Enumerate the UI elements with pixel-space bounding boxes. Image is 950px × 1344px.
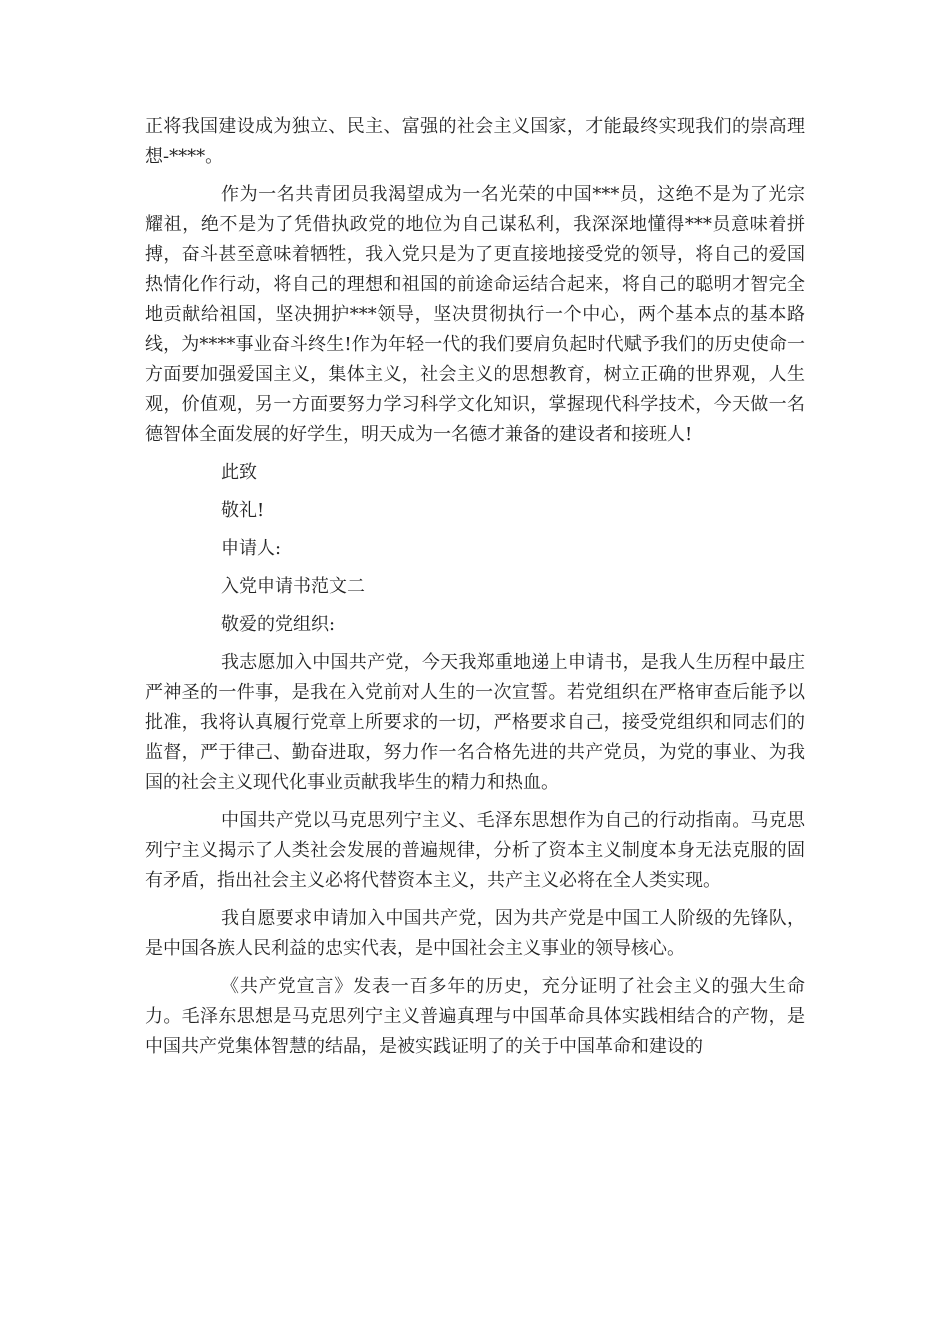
letter-greeting: 敬爱的党组织: (221, 614, 336, 635)
paragraph-reason: 我自愿要求申请加入中国共产党，因为共产党是中国工人阶级的先锋队，是中国各族人民利益的忠实代表，是中国社会主义事业的领导核心。 (145, 908, 805, 959)
paragraph-ideology: 中国共产党以马克思列宁主义、毛泽东思想作为自己的行动指南。马克思列宁主义揭示了人类社会发展的普遍规律，分析了资本主义制度本身无法克服的固有矛盾，指出社会主义必将代替资本主义，共产主义必将在全人类实现。 (145, 810, 805, 891)
applicant-label: 申请人: (221, 538, 282, 559)
closing-salutation: 此致 (221, 462, 257, 483)
closing-respect: 敬礼! (221, 500, 265, 521)
paragraph-continuation: 正将我国建设成为独立、民主、富强的社会主义国家，才能最终实现我们的崇高理想-****。 (145, 116, 805, 167)
paragraph-aspiration: 作为一名共青团员我渴望成为一名光荣的中国***员，这绝不是为了光宗耀祖，绝不是为了凭借执政党的地位为自己谋私利，我深深地懂得***员意味着拼搏，奋斗甚至意味着牺牲，我入党只是为了更直接地接受党的领导，将自己的爱国热情化作行动，将自己的理想和祖国的前途命运结合起来，将自己的聪明才智完全地贡献给祖国，坚决拥护***领导，坚决贯彻执行一个中心，两个基本点的基本路线，为****事业奋斗终生!作为年轻一代的我们要肩负起时代赋予我们的历史使命一方面要加强爱国主义，集体主义，社会主义的思想教育，树立正确的世界观，人生观，价值观，另一方面要努力学习科学文化知识，掌握现代科学技术，今天做一名德智体全面发展的好学生，明天成为一名德才兼备的建设者和接班人! (145, 184, 805, 445)
paragraph-pledge: 我志愿加入中国共产党，今天我郑重地递上申请书，是我人生历程中最庄严神圣的一件事，是我在入党前对人生的一次宣誓。若党组织在严格审查后能予以批准，我将认真履行党章上所要求的一切，严格要求自己，接受党组织和同志们的监督，严于律己、勤奋进取，努力作一名合格先进的共产党员，为党的事业、为我国的社会主义现代化事业贡献我毕生的精力和热血。 (145, 652, 805, 793)
paragraph-manifesto: 《共产党宣言》发表一百多年的历史，充分证明了社会主义的强大生命力。毛泽东思想是马克思列宁主义普遍真理与中国革命具体实践相结合的产物，是中国共产党集体智慧的结晶，是被实践证明了的关于中国革命和建设的 (145, 976, 805, 1057)
section-title: 入党申请书范文二 (221, 576, 365, 597)
document-page (145, 112, 805, 1070)
